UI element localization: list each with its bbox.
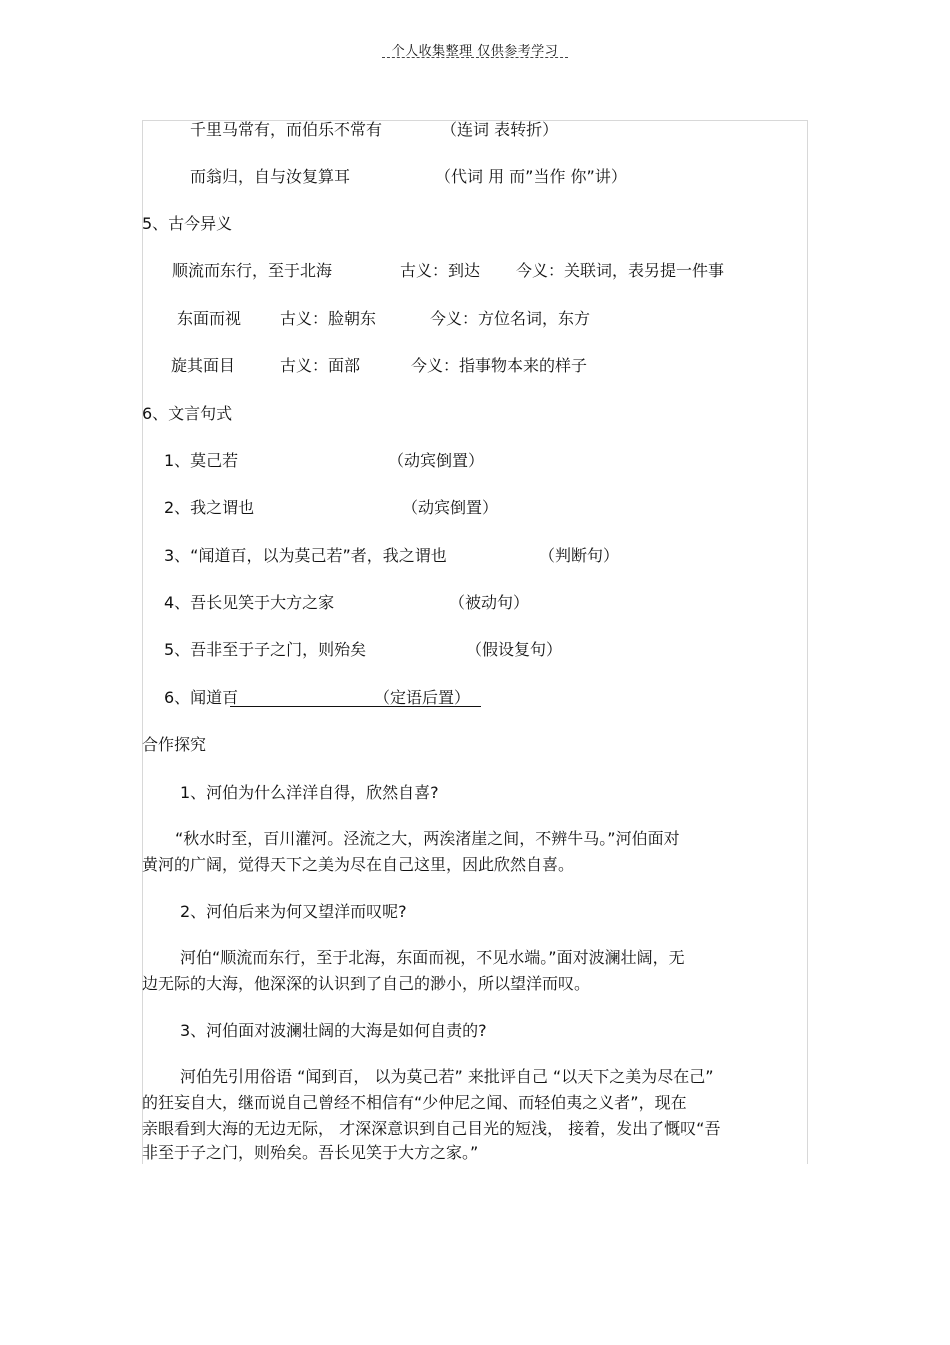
question-2: 2、河伯后来为何又望洋而叹呢? <box>180 902 407 921</box>
gujin-row <box>171 356 587 376</box>
er-example-note: （代词 用 而”当作 你”讲） <box>435 167 627 186</box>
gujin-ancient: 古义：面部 <box>280 356 361 375</box>
pattern-text: 1、莫己若 <box>164 451 239 470</box>
section-5-title: 5、古今异义 <box>142 214 233 233</box>
gujin-ancient: 古义：脸朝东 <box>280 309 377 328</box>
pattern-note: （动宾倒置） <box>388 451 485 470</box>
sentence-pattern-item <box>164 688 470 708</box>
pattern-text: 5、吾非至于子之门，则殆矣 <box>164 640 367 659</box>
question-1: 1、河伯为什么洋洋自得，欣然自喜? <box>180 783 439 802</box>
page-header: 个人收集整理 仅供参考学习 <box>391 44 559 59</box>
pattern-note: （判断句） <box>539 546 620 565</box>
sentence-pattern-item <box>164 640 562 660</box>
gujin-ancient: 古义：到达 <box>400 261 481 280</box>
pattern-note: （假设复句） <box>466 640 563 659</box>
answer-3-line: 河伯先引用俗语 “闻到百， 以为莫己若” 来批评自己 “以天下之美为尽在己” <box>180 1067 714 1086</box>
gujin-word: 顺流而东行，至于北海 <box>172 261 333 280</box>
pattern-note: （定语后置） <box>374 688 471 707</box>
pattern-text: 2、我之谓也 <box>164 498 255 517</box>
answer-3-line: 亲眼看到大海的无边无际， 才深深意识到自己目光的短浅， 接着，发出了慨叹“吾 <box>142 1119 721 1138</box>
section-6-title: 6、文言句式 <box>142 404 233 423</box>
pattern-text: 6、闻道百 <box>164 688 239 707</box>
answer-3-line: 非至于子之门，则殆矣。吾长见笑于大方之家。” <box>142 1143 479 1162</box>
header-divider <box>382 57 568 58</box>
er-example-2 <box>190 167 627 187</box>
answer-1-line: 黄河的广阔，觉得天下之美为尽在自己这里，因此欣然自喜。 <box>142 855 575 874</box>
gujin-row <box>172 261 724 281</box>
pattern-text: 3、“闻道百，以为莫己若”者，我之谓也 <box>164 546 447 565</box>
er-example-sentence: 千里马常有，而伯乐不常有 <box>190 120 383 139</box>
underline-rule <box>230 706 481 707</box>
gujin-modern: 今义：指事物本来的样子 <box>411 356 588 375</box>
gujin-modern: 今义：关联词，表另提一件事 <box>516 261 725 280</box>
answer-2-line: 河伯“顺流而东行，至于北海，东面而视，不见水端。”面对波澜壮阔，无 <box>180 948 685 967</box>
sentence-pattern-item <box>164 546 619 566</box>
pattern-text: 4、吾长见笑于大方之家 <box>164 593 335 612</box>
er-example-note: （连词 表转折） <box>441 120 559 139</box>
gujin-word: 东面而视 <box>177 309 242 328</box>
er-example-1 <box>190 120 558 140</box>
cooperation-title: 合作探究 <box>142 735 207 754</box>
answer-2-line: 边无际的大海，他深深的认识到了自己的渺小，所以望洋而叹。 <box>142 974 591 993</box>
pattern-note: （动宾倒置） <box>402 498 499 517</box>
sentence-pattern-item <box>164 498 498 518</box>
sentence-pattern-item <box>164 451 484 471</box>
gujin-word: 旋其面目 <box>171 356 236 375</box>
gujin-modern: 今义：方位名词，东方 <box>430 309 591 328</box>
answer-1-line: “秋水时至，百川灌河。泾流之大，两涘渚崖之间，不辨牛马。”河伯面对 <box>175 829 680 848</box>
question-3: 3、河伯面对波澜壮阔的大海是如何自责的? <box>180 1021 487 1040</box>
pattern-note: （被动句） <box>449 593 530 612</box>
sentence-pattern-item <box>164 593 529 613</box>
er-example-sentence: 而翁归，自与汝复算耳 <box>190 167 351 186</box>
gujin-row <box>177 309 590 329</box>
answer-3-line: 的狂妄自大，继而说自己曾经不相信有“少仲尼之闻、而轻伯夷之义者”，现在 <box>142 1093 687 1112</box>
